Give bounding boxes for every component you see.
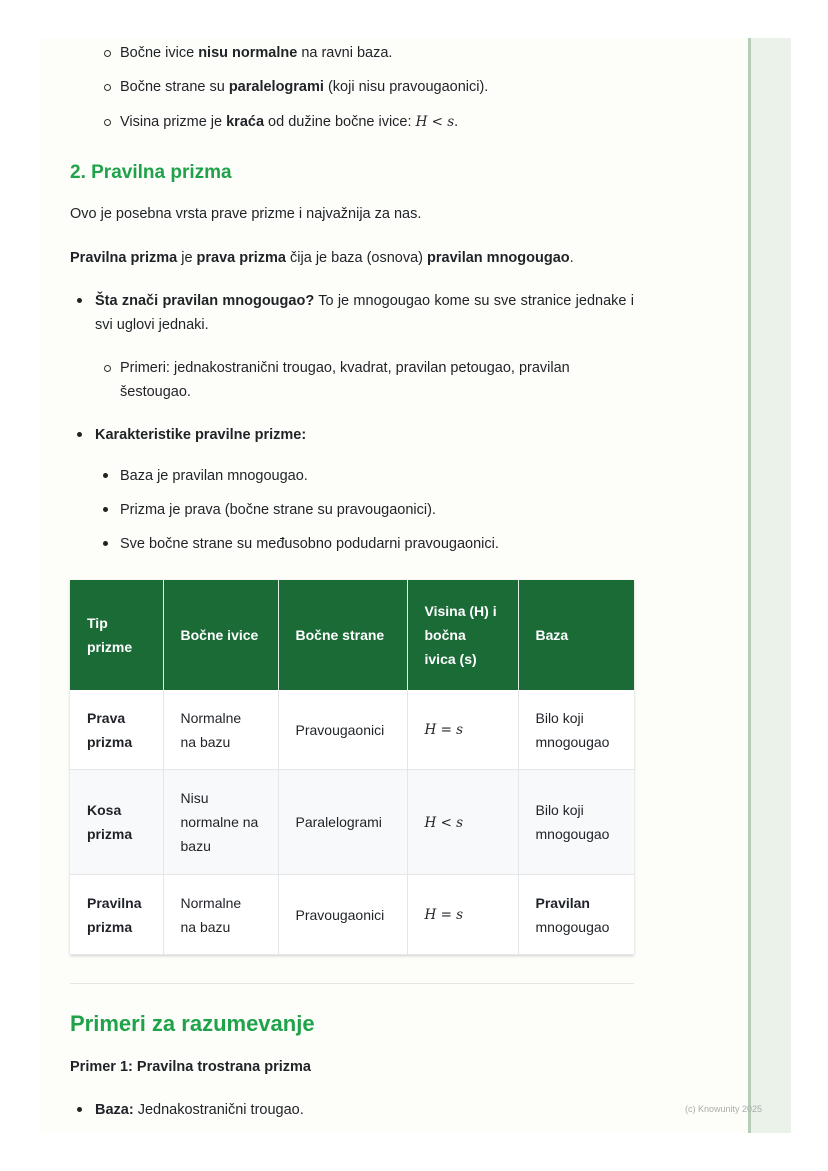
question-list: [70, 289, 634, 337]
table-row: [70, 770, 634, 875]
list-item: Baza: Jednakostranični trougao.: [70, 1098, 634, 1122]
table-header-cell: Baza: [518, 580, 634, 690]
list-item: Primeri: jednakostranični trougao, kvadrat, pravilan petougao, pravilan šestougao.: [70, 356, 634, 404]
definition: Pravilna prizma je prava prizma čija je baza (osnova) pravilan mnogougao.: [70, 250, 574, 266]
example-details-list: [70, 1098, 634, 1122]
table-header-cell: Visina (H) i bočna ivica (s): [407, 580, 518, 690]
document-page: [40, 38, 748, 1133]
table-cell: Pravougaonici: [278, 875, 407, 955]
copyright-notice: (c) Knowunity 2025: [685, 1104, 763, 1114]
table-cell: Bilo koji mnogougao: [518, 770, 634, 875]
table-cell: Pravilna prizma: [70, 875, 163, 955]
table-cell: Normalne na bazu: [163, 875, 278, 955]
side-strip: [748, 38, 791, 1133]
table-header-cell: Bočne ivice: [163, 580, 278, 690]
list-item: Visina prizme je kraća od dužine bočne ivice: H < s.: [70, 110, 634, 134]
table-header-row: [70, 580, 634, 690]
table-cell: H = s: [407, 875, 518, 955]
table-cell: Kosa prizma: [70, 770, 163, 875]
list-item: Sve bočne strane su međusobno podudarni pravougaonici.: [70, 532, 634, 556]
table-cell: H = s: [407, 690, 518, 770]
list-item: Bočne strane su paralelogrami (koji nisu pravougaonici).: [70, 75, 634, 110]
table-cell: Nisu normalne na bazu: [163, 770, 278, 875]
example-list: [70, 356, 634, 404]
list-item: Baza je pravilan mnogougao.: [70, 464, 634, 498]
characteristics-heading-list: [70, 423, 634, 447]
list-item: Bočne ivice nisu normalne na ravni baza.: [70, 41, 634, 75]
table-header-cell: Bočne strane: [278, 580, 407, 690]
example-title: Primer 1: Pravilna trostrana prizma: [70, 1059, 311, 1075]
list-item: Karakteristike pravilne prizme:: [70, 423, 634, 447]
characteristics-list: [70, 464, 634, 556]
list-item: Šta znači pravilan mnogougao? To je mnogougao kome su sve stranice jednake i svi uglovi jednaki.: [70, 289, 634, 337]
list-item: Prizma je prava (bočne strane su pravougaonici).: [70, 498, 634, 532]
table-row: [70, 875, 634, 955]
table-cell: Pravougaonici: [278, 690, 407, 770]
section-intro: Ovo je posebna vrsta prave prizme i najvažnija za nas.: [70, 206, 422, 222]
table-cell: Pravilan mnogougao: [518, 875, 634, 955]
section-heading: 2. Pravilna prizma: [70, 162, 232, 183]
table-cell: Prava prizma: [70, 690, 163, 770]
table-cell: Bilo koji mnogougao: [518, 690, 634, 770]
table-cell: Paralelogrami: [278, 770, 407, 875]
table-header-cell: Tip prizme: [70, 580, 163, 690]
prism-comparison-table: [70, 580, 634, 955]
table-cell: Normalne na bazu: [163, 690, 278, 770]
divider: [70, 983, 634, 984]
oblique-prism-properties: [70, 41, 634, 134]
table-row: [70, 690, 634, 770]
section-heading: Primeri za razumevanje: [70, 1011, 315, 1036]
table-cell: H < s: [407, 770, 518, 875]
